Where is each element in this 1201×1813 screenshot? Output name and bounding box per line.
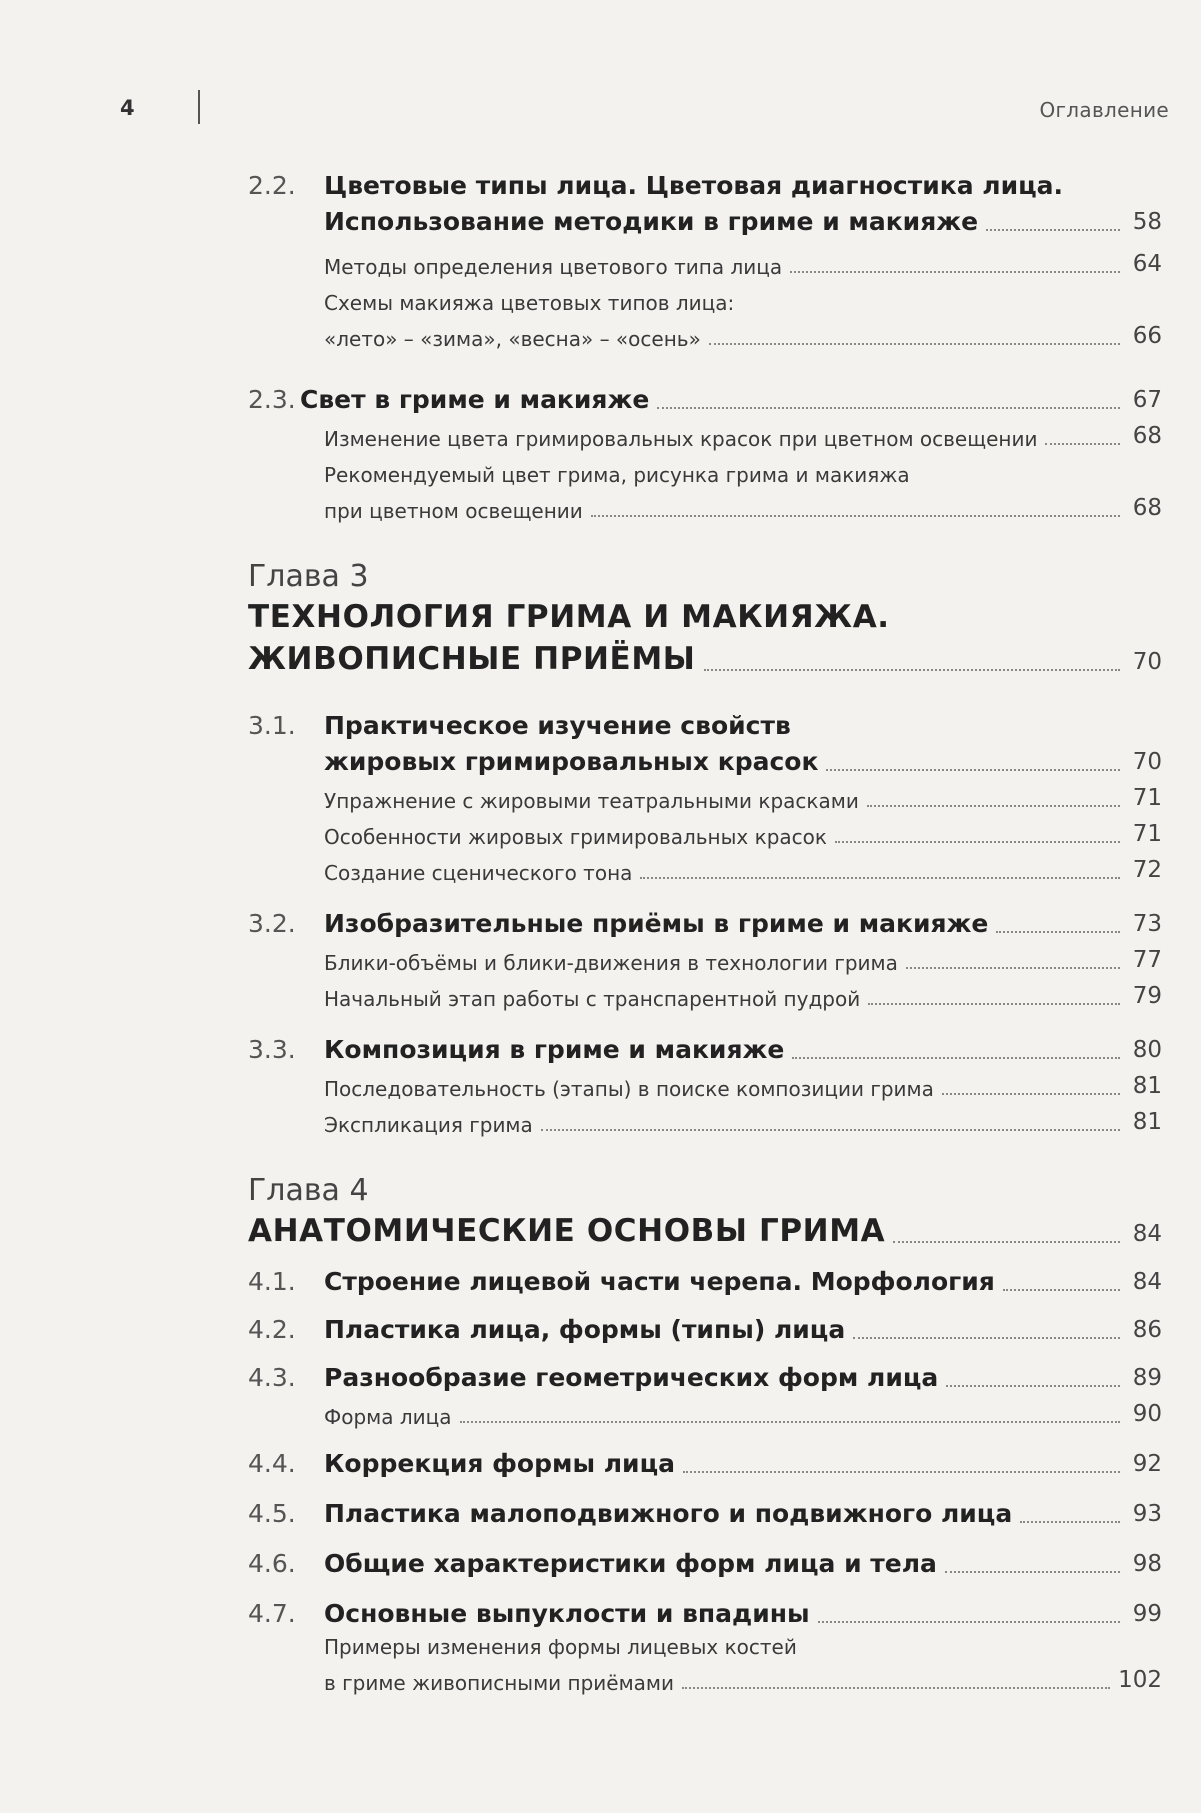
- toc-entry[interactable]: [248, 1496, 1162, 1532]
- dot-leader: [591, 515, 1120, 517]
- section-title: Изобразительные приёмы в гриме и макияже: [324, 909, 989, 938]
- section-number: 2.3.: [248, 385, 296, 414]
- dot-leader: [1020, 1521, 1120, 1523]
- page-ref: 66: [1132, 323, 1162, 349]
- toc-entry[interactable]: [248, 1032, 1162, 1068]
- page-ref: 80: [1132, 1037, 1162, 1063]
- header-divider: [198, 90, 200, 124]
- section-4-2: [248, 1312, 1162, 1348]
- page-ref: 71: [1132, 785, 1162, 811]
- subentry-title-line: Примеры изменения формы лицевых костей: [324, 1635, 797, 1659]
- section-title: Свет в гриме и макияже: [300, 385, 650, 414]
- toc-subentry[interactable]: [324, 816, 1162, 852]
- toc-subentry[interactable]: [324, 852, 1162, 888]
- subentry-title-line: Рекомендуемый цвет грима, рисунка грима и макияжа: [324, 463, 910, 487]
- section-title-line: Использование методики в гриме и макияже: [324, 207, 979, 236]
- dot-leader: [792, 1057, 1120, 1059]
- page-ref: 71: [1132, 821, 1162, 847]
- page-ref: 81: [1132, 1109, 1162, 1135]
- page-ref: 64: [1132, 251, 1162, 277]
- running-title: Оглавление: [1039, 98, 1169, 122]
- dot-leader: [868, 1003, 1120, 1005]
- toc-subentry[interactable]: [324, 1068, 1162, 1104]
- page-ref: 90: [1132, 1401, 1162, 1427]
- section-number: 4.5.: [248, 1499, 296, 1528]
- section-title: Коррекция формы лица: [324, 1449, 675, 1478]
- page-ref: 98: [1132, 1551, 1162, 1577]
- section-title: Пластика малоподвижного и подвижного лица: [324, 1499, 1013, 1528]
- dot-leader: [683, 1471, 1120, 1473]
- toc-entry[interactable]: [248, 906, 1162, 942]
- chapter-heading[interactable]: [248, 1210, 1162, 1252]
- dot-leader: [1003, 1289, 1120, 1291]
- table-of-contents: [248, 168, 1162, 1698]
- dot-leader: [853, 1337, 1120, 1339]
- page-ref: 79: [1132, 983, 1162, 1009]
- toc-entry[interactable]: [248, 168, 1162, 240]
- page-ref: 84: [1132, 1269, 1162, 1295]
- page-ref: 68: [1132, 495, 1162, 521]
- page-ref: 73: [1132, 911, 1162, 937]
- subentry-title-line: при цветном освещении: [324, 499, 583, 523]
- page-ref: 86: [1132, 1317, 1162, 1343]
- section-title: Композиция в гриме и макияже: [324, 1035, 785, 1064]
- subentry-title-line: Схемы макияжа цветовых типов лица:: [324, 291, 735, 315]
- chapter-title-line: ЖИВОПИСНЫЕ ПРИЁМЫ: [248, 641, 696, 677]
- subentry-title: Изменение цвета гримировальных красок при цветном освещении: [324, 427, 1038, 451]
- page-ref: 93: [1132, 1501, 1162, 1527]
- dot-leader: [826, 769, 1120, 771]
- toc-entry[interactable]: [248, 1312, 1162, 1348]
- page-ref: 77: [1132, 947, 1162, 973]
- dot-leader: [790, 271, 1120, 273]
- toc-entry[interactable]: [248, 1596, 1162, 1632]
- dot-leader: [704, 669, 1121, 671]
- dot-leader: [818, 1621, 1120, 1623]
- toc-entry[interactable]: [248, 382, 1162, 418]
- section-4-4: [248, 1446, 1162, 1482]
- section-number: 4.2.: [248, 1315, 296, 1344]
- section-4-5: [248, 1496, 1162, 1532]
- section-number: 4.4.: [248, 1449, 296, 1478]
- page-ref: 67: [1132, 387, 1162, 413]
- section-number: 4.3.: [248, 1363, 296, 1392]
- dot-leader: [1045, 443, 1120, 445]
- toc-subentry[interactable]: [324, 246, 1162, 282]
- section-4-1: [248, 1264, 1162, 1300]
- page-ref: 72: [1132, 857, 1162, 883]
- dot-leader: [893, 1241, 1120, 1243]
- subentry-title: Особенности жировых гримировальных красок: [324, 825, 827, 849]
- subentry-title: Блики-объёмы и блики-движения в технологии грима: [324, 951, 898, 975]
- subentry-title-line: «лето» – «зима», «весна» – «осень»: [324, 327, 701, 351]
- toc-subentry[interactable]: [324, 460, 1162, 526]
- section-4-6: [248, 1546, 1162, 1582]
- section-title-line: Цветовые типы лица. Цветовая диагностика лица.: [324, 171, 1064, 200]
- page-ref: 92: [1132, 1451, 1162, 1477]
- section-title: Общие характеристики форм лица и тела: [324, 1549, 937, 1578]
- dot-leader: [541, 1129, 1120, 1131]
- section-4-3: [248, 1360, 1162, 1432]
- page-ref: 99: [1132, 1601, 1162, 1627]
- page-ref: 70: [1132, 649, 1162, 675]
- subentry-title: Создание сценического тона: [324, 861, 633, 885]
- toc-subentry[interactable]: [324, 418, 1162, 454]
- dot-leader: [945, 1571, 1120, 1573]
- toc-entry[interactable]: [248, 708, 1162, 780]
- toc-subentry[interactable]: [324, 942, 1162, 978]
- section-4-7: [248, 1596, 1162, 1698]
- page-ref: 58: [1132, 209, 1162, 235]
- page-ref: 68: [1132, 423, 1162, 449]
- toc-subentry[interactable]: [324, 288, 1162, 354]
- subentry-title: Начальный этап работы с транспарентной пудрой: [324, 987, 861, 1011]
- toc-entry[interactable]: [248, 1446, 1162, 1482]
- subentry-title-line: в гриме живописными приёмами: [324, 1671, 675, 1695]
- section-title-line: жировых гримировальных красок: [324, 747, 819, 776]
- section-title: Разнообразие геометрических форм лица: [324, 1363, 939, 1392]
- section-2-3: [248, 382, 1162, 526]
- chapter-label: Глава 3: [248, 559, 369, 594]
- toc-subentry[interactable]: [324, 1632, 1162, 1698]
- toc-entry[interactable]: [248, 1264, 1162, 1300]
- page-header: [0, 96, 1201, 136]
- dot-leader: [682, 1687, 1110, 1689]
- toc-entry[interactable]: [248, 1360, 1162, 1396]
- toc-subentry[interactable]: [324, 1104, 1162, 1140]
- chapter-title: АНАТОМИЧЕСКИЕ ОСНОВЫ ГРИМА: [248, 1213, 886, 1249]
- dot-leader: [835, 841, 1120, 843]
- dot-leader: [996, 931, 1120, 933]
- chapter-label: Глава 4: [248, 1173, 369, 1208]
- section-number: 3.2.: [248, 909, 296, 938]
- toc-entry[interactable]: [248, 1546, 1162, 1582]
- subentry-title: Последовательность (этапы) в поиске композиции грима: [324, 1077, 934, 1101]
- toc-subentry[interactable]: [324, 978, 1162, 1014]
- section-title: Пластика лица, формы (типы) лица: [324, 1315, 846, 1344]
- toc-subentry[interactable]: [324, 1396, 1162, 1432]
- section-number: 3.3.: [248, 1035, 296, 1064]
- section-title: Строение лицевой части черепа. Морфология: [324, 1267, 995, 1296]
- page-ref: 81: [1132, 1073, 1162, 1099]
- subentry-title: Экспликация грима: [324, 1113, 533, 1137]
- dot-leader: [657, 407, 1120, 409]
- dot-leader: [942, 1093, 1120, 1095]
- section-number: 2.2.: [248, 171, 296, 200]
- page-ref: 70: [1132, 749, 1162, 775]
- chapter-heading[interactable]: [248, 596, 1162, 680]
- page-ref: 102: [1118, 1667, 1162, 1693]
- subentry-title: Форма лица: [324, 1405, 452, 1429]
- chapter-title-line: ТЕХНОЛОГИЯ ГРИМА И МАКИЯЖА.: [248, 599, 890, 635]
- dot-leader: [906, 967, 1120, 969]
- dot-leader: [640, 877, 1120, 879]
- subentry-title: Методы определения цветового типа лица: [324, 255, 783, 279]
- page-number: 4: [120, 96, 135, 120]
- dot-leader: [709, 343, 1120, 345]
- section-number: 4.6.: [248, 1549, 296, 1578]
- section-3-3: [248, 1032, 1162, 1140]
- section-number: 3.1.: [248, 711, 296, 740]
- page-ref: 84: [1132, 1221, 1162, 1247]
- dot-leader: [946, 1385, 1120, 1387]
- section-2-2: [248, 168, 1162, 354]
- dot-leader: [986, 229, 1120, 231]
- section-title: Основные выпуклости и впадины: [324, 1599, 810, 1628]
- section-title-line: Практическое изучение свойств: [324, 711, 791, 740]
- toc-subentry[interactable]: [324, 780, 1162, 816]
- section-3-2: [248, 906, 1162, 1014]
- section-number: 4.1.: [248, 1267, 296, 1296]
- page-ref: 89: [1132, 1365, 1162, 1391]
- subentry-title: Упражнение с жировыми театральными красками: [324, 789, 859, 813]
- section-3-1: [248, 708, 1162, 888]
- dot-leader: [460, 1421, 1121, 1423]
- section-number: 4.7.: [248, 1599, 296, 1628]
- dot-leader: [867, 805, 1120, 807]
